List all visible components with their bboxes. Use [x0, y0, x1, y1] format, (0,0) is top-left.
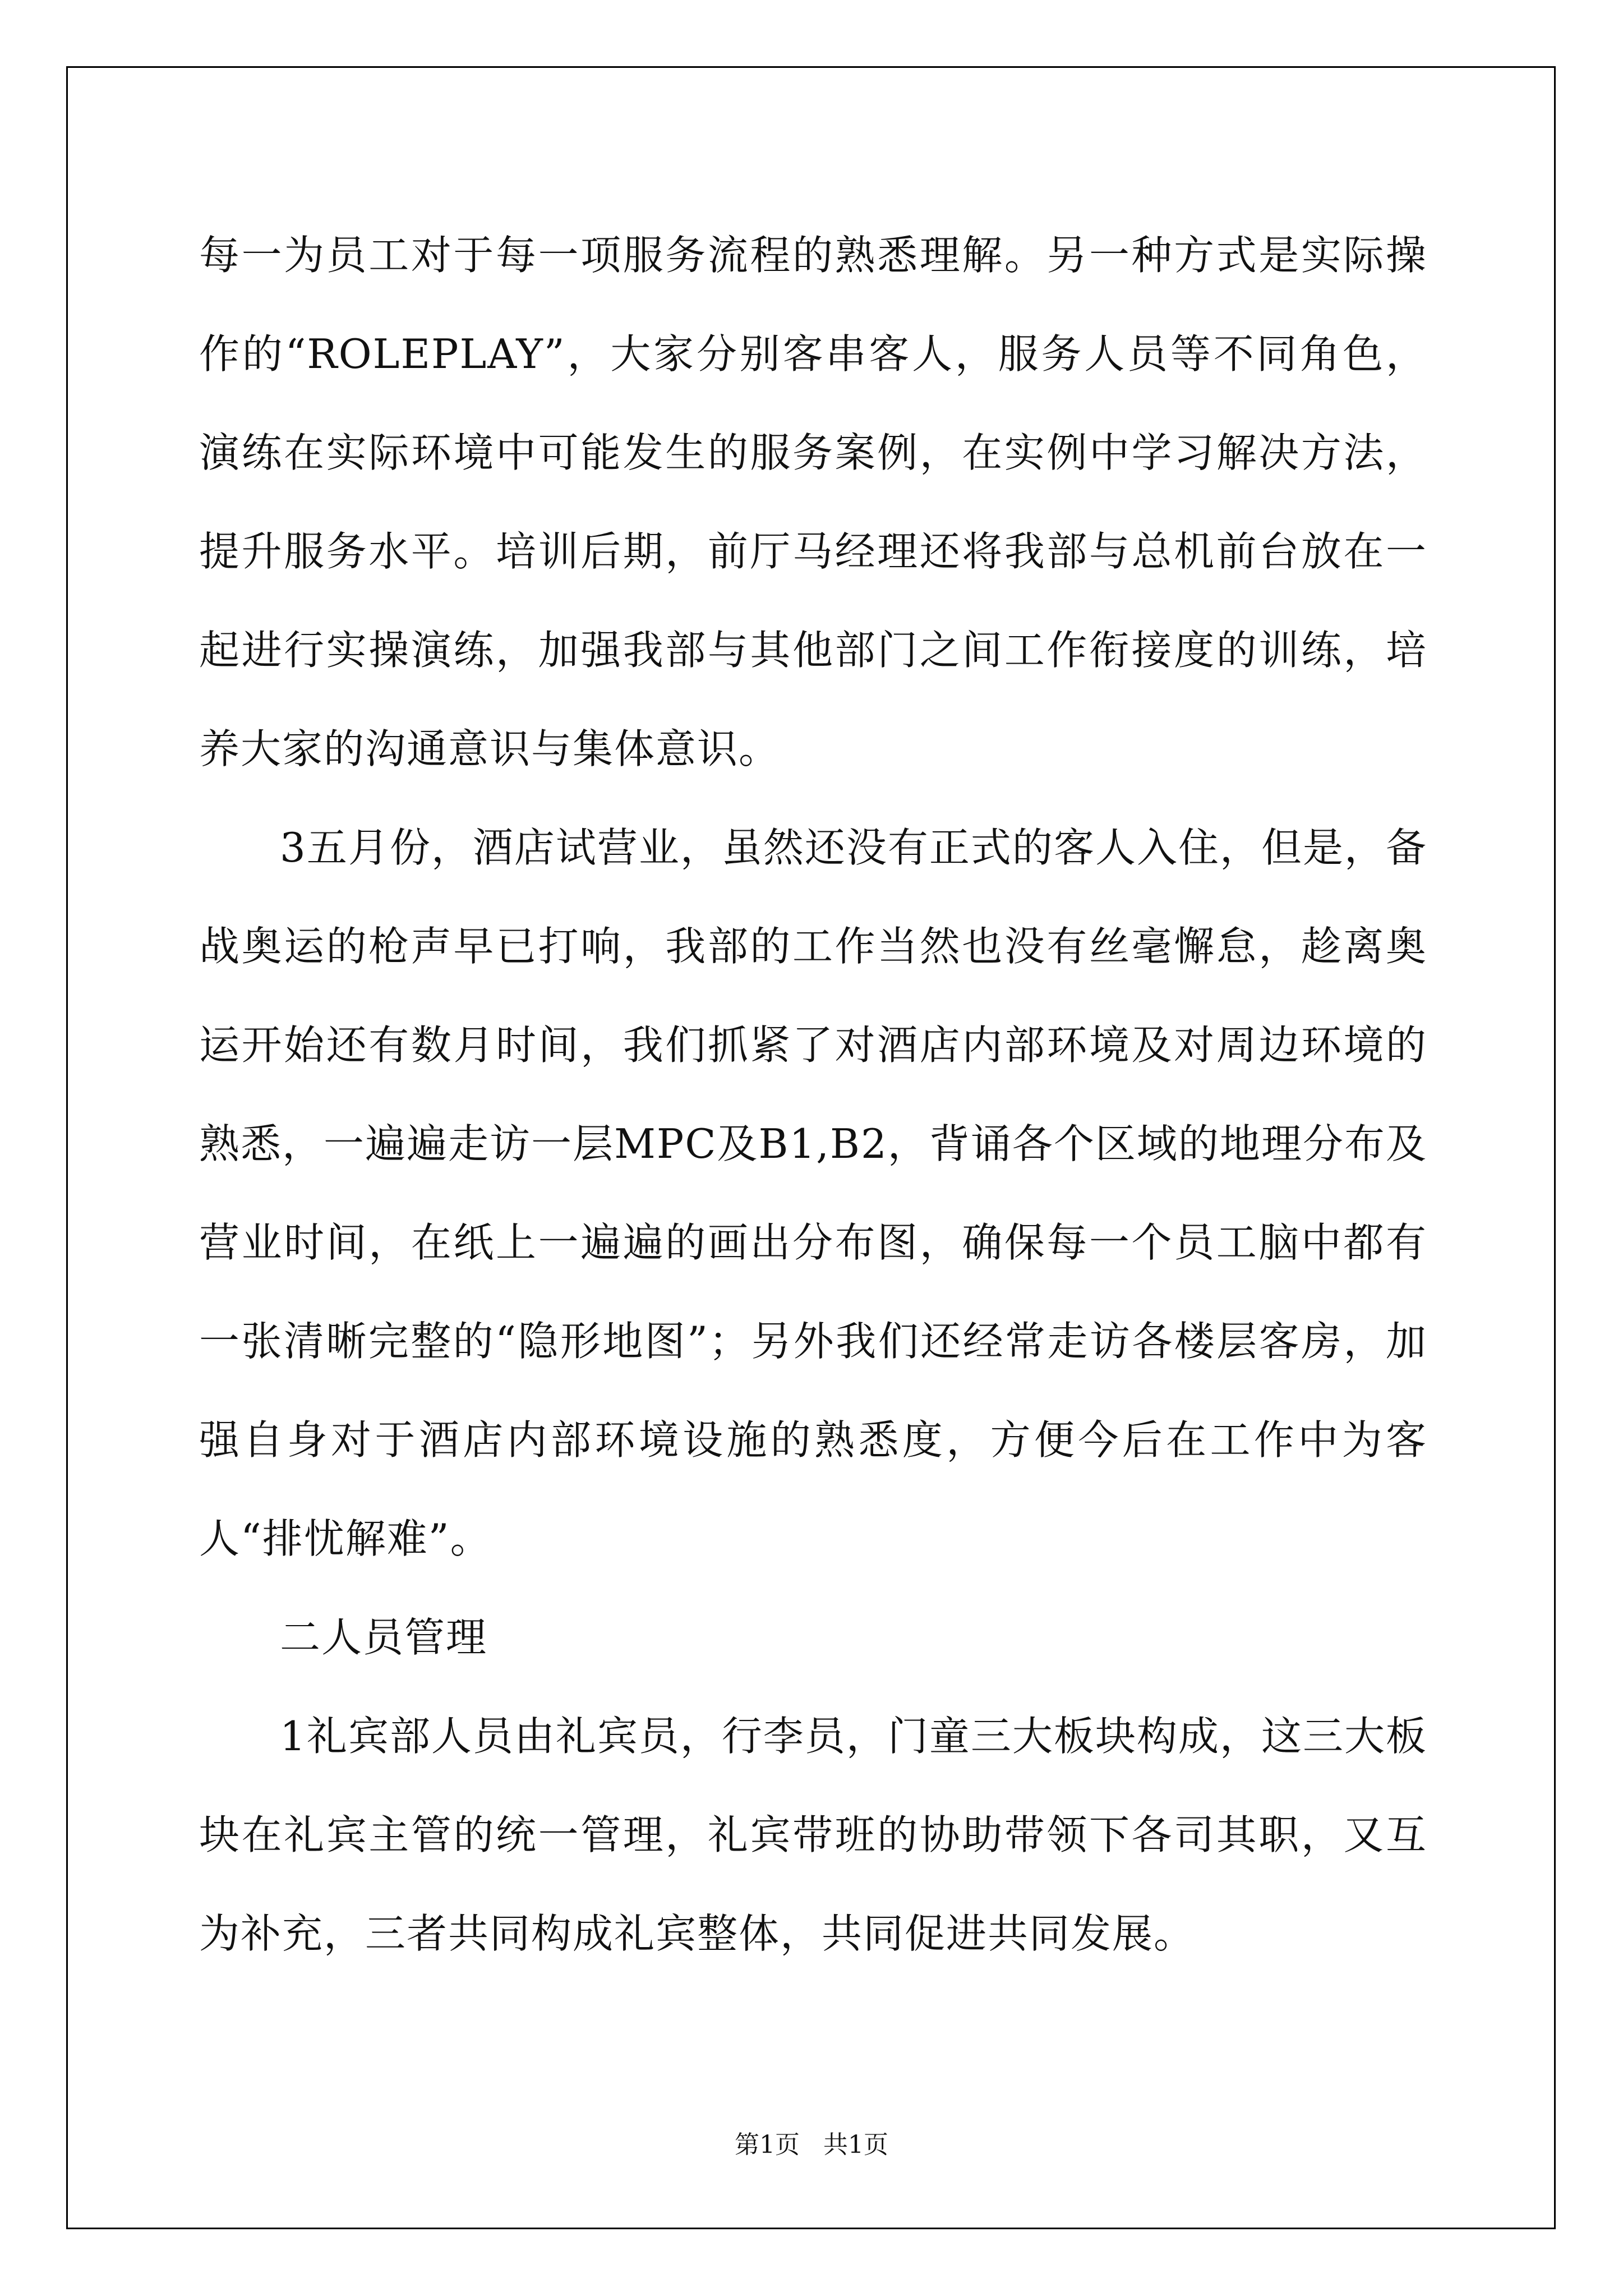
paragraph-3: 1礼宾部人员由礼宾员，行李员，门童三大板块构成，这三大板块在礼宾主管的统一管理，礼宾带班的协助带领下各司其职，又互为补充，三者共同构成礼宾整体，共同促进共同发展。: [199, 1713, 1427, 1957]
document-body: [199, 206, 1427, 1983]
paragraph-2: 3五月份，酒店试营业，虽然还没有正式的客人入住，但是，备战奥运的枪声早已打响，我部的工作当然也没有丝毫懈怠，趁离奥运开始还有数月时间，我们抓紧了对酒店内部环境及对周边环境的熟悉，一遍遍走访一层MPC及B1,B2，背诵各个区域的地理分布及营业时间，在纸上一遍遍的画出分布图，确保每一个员工脑中都有一张清晰完整的“隐形地图”；另外我们还经常走访各楼层客房，加强自身对于酒店内部环境设施的熟悉度，方便今后在工作中为客人“排忧解难”。: [199, 824, 1427, 1562]
paragraph-1: 每一为员工对于每一项服务流程的熟悉理解。另一种方式是实际操作的“ROLEPLAY”，大家分别客串客人，服务人员等不同角色，演练在实际环境中可能发生的服务案例，在实例中学习解决方法，提升服务水平。培训后期，前厅马经理还将我部与总机前台放在一起进行实操演练，加强我部与其他部门之间工作衔接度的训练，培养大家的沟通意识与集体意识。: [199, 232, 1427, 772]
page-number-footer: 第1页 共1页: [735, 2131, 888, 2159]
section-heading: 二人员管理: [280, 1614, 488, 1661]
